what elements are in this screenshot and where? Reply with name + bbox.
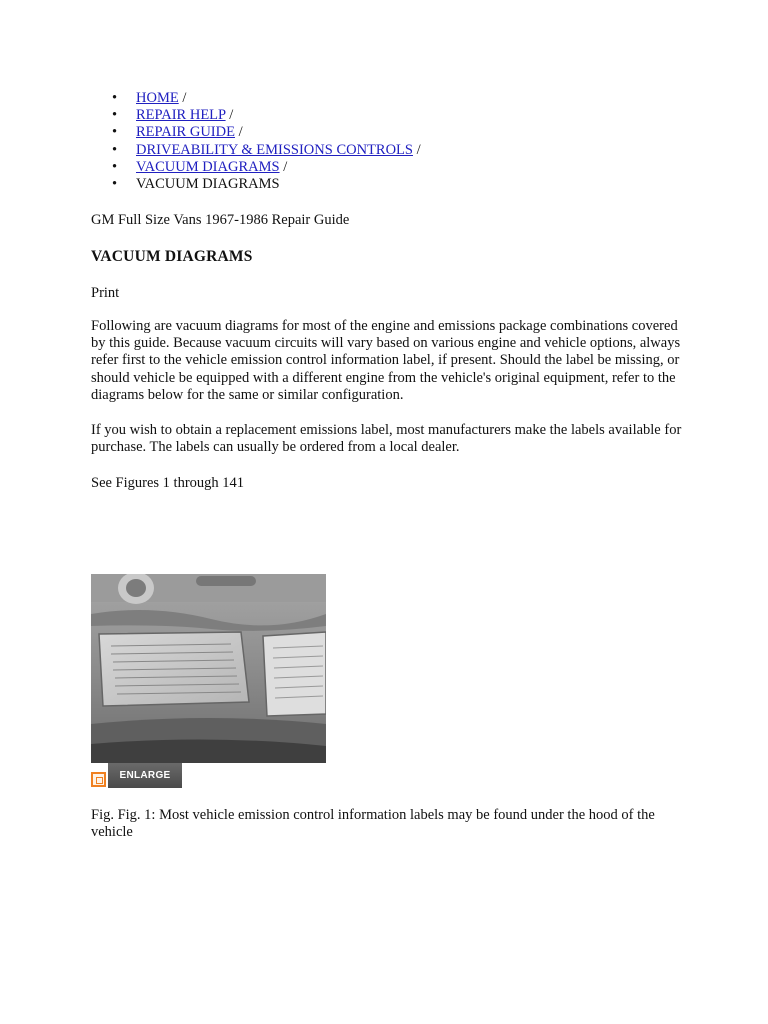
breadcrumb-current-page: VACUUM DIAGRAMS — [136, 175, 280, 192]
breadcrumb-separator: / — [279, 158, 288, 175]
breadcrumb-separator: / — [178, 90, 187, 106]
breadcrumb — [91, 90, 421, 193]
figure-1-photo[interactable] — [91, 574, 326, 763]
replacement-label-paragraph: If you wish to obtain a replacement emissions label, most manufacturers make the labels available for purchase. The labels can usually be ordered from a local dealer. — [91, 422, 682, 456]
breadcrumb-separator: / — [225, 107, 234, 124]
breadcrumb-item-repair-guide — [91, 124, 421, 141]
under-hood-photo — [91, 574, 326, 763]
enlarge-icon[interactable] — [91, 772, 106, 787]
breadcrumb-item-current — [91, 176, 421, 193]
see-figures-text: See Figures 1 through 141 — [91, 475, 245, 491]
breadcrumb-item-repair-help — [91, 107, 421, 124]
print-link[interactable]: Print — [91, 285, 120, 301]
bullet-icon: • — [112, 141, 118, 158]
breadcrumb-separator: / — [234, 124, 243, 141]
breadcrumb-link-repair-guide[interactable]: REPAIR GUIDE — [136, 124, 235, 141]
bullet-icon: • — [112, 124, 118, 141]
bullet-icon: • — [112, 90, 118, 106]
breadcrumb-item-vacuum-diagrams-link — [91, 159, 421, 176]
breadcrumb-item-driveability — [91, 142, 421, 159]
bullet-icon: • — [112, 175, 118, 192]
breadcrumb-link-repair-help[interactable]: REPAIR HELP — [136, 107, 226, 124]
guide-title: GM Full Size Vans 1967-1986 Repair Guide — [91, 212, 350, 228]
bullet-icon: • — [112, 107, 118, 124]
breadcrumb-link-driveability[interactable]: DRIVEABILITY & EMISSIONS CONTROLS — [136, 141, 413, 158]
breadcrumb-link-vacuum-diagrams[interactable]: VACUUM DIAGRAMS — [136, 158, 280, 175]
enlarge-button[interactable]: ENLARGE — [108, 763, 182, 788]
intro-paragraph: Following are vacuum diagrams for most of the engine and emissions package combinations covered by this guide. Because vacuum circuits will vary based on various engine and vehicle options, always refer first to the vehicle emission control information label, if present. Should the label be missing, or should vehicle be equipped with a different engine from the vehicle's original equipment, refer to the diagrams below for the same or similar configuration. — [91, 318, 681, 403]
breadcrumb-item-home — [91, 90, 421, 107]
figure-caption: Fig. Fig. 1: Most vehicle emission control information labels may be found under the hood of the vehicle — [91, 807, 655, 841]
bullet-icon: • — [112, 158, 118, 175]
breadcrumb-separator: / — [412, 141, 421, 158]
page-title: VACUUM DIAGRAMS — [91, 248, 253, 265]
breadcrumb-link-home[interactable]: HOME — [136, 90, 179, 106]
